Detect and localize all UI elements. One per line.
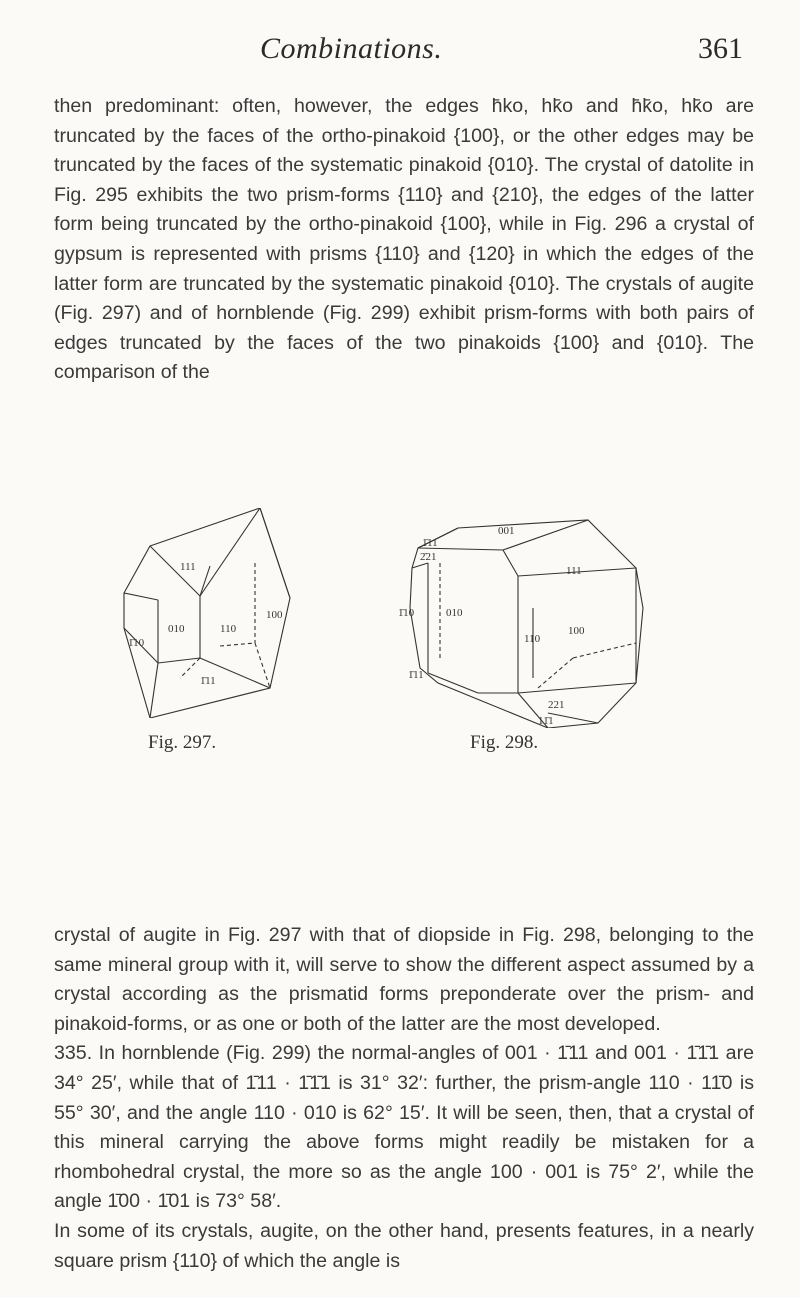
paragraph-top: then predominant: often, however, the edges h̄ko, hk̄o and h̄k̄o, hk̄o are truncated by the faces of the ortho-pinakoid {100}, or the other edges may be truncated by the faces of the systematic pinakoid {010}. The crystal of datolite in Fig. 295 exhibits the two prism-forms {110} and {210}, the edges of the latter form being truncated by the ortho-pinakoid {100}, while in Fig. 296 a crystal of gypsum is represented with prisms {110} and {120} in which the edges of the latter form are truncated by the systematic pinakoid {010}. The crystals of augite (Fig. 297) and of hornblende (Fig. 299) exhibit prism-forms with both pairs of edges truncated by the faces of the two pinakoids {100} and {010}. The comparison of the bbox=[54, 95, 754, 384]
fig298-label-010: 010 bbox=[446, 607, 463, 619]
fig298-label-110: 110 bbox=[524, 633, 541, 645]
fig298-label-100: 100 bbox=[568, 625, 585, 637]
fig297-label-110: 110 bbox=[220, 623, 237, 635]
fig297-label-111: 111 bbox=[180, 561, 196, 573]
page-header bbox=[0, 18, 800, 68]
figure-297 bbox=[120, 508, 310, 753]
fig298-label-11-1: 11̄1 bbox=[538, 715, 554, 727]
page-number: 361 bbox=[698, 32, 743, 65]
fig297-label-1-11: 1̄11 bbox=[200, 675, 216, 687]
paragraph-bottom: crystal of augite in Fig. 297 with that of diopside in Fig. 298, belonging to the same mineral group with it, will serve to show the different aspect assumed by a crystal according as the prismatid forms preponderate over the prism- and pinakoid-forms, or as one or both of the latter are the most developed. 335. In hornblende (Fig. 299) the normal-angles of 001 · 1̄11 and 001 · 1̄1̄1 are 34° 25′, while that of 1̄11 · 1̄1̄1 is 31° 32′: further, the prism-angle 110 · 11̄0 is 55° 30′, and the angle 110 · 010 is 62° 15′. It will be seen, then, that a crystal of this mineral carrying the above forms might readily be mistaken for a rhombohedral crystal, the more so as the angle 100 · 001 is 75° 2′, while the angle 1̄00 · 1̄01 is 73° 58′. In some of its crystals, augite, on the other hand, presents features, in a nearly square prism {110} of which the angle is bbox=[54, 924, 754, 1272]
figure-297-drawing bbox=[120, 508, 310, 718]
fig298-label-1-11-bottom: 1̄11 bbox=[408, 669, 424, 681]
fig297-label-100: 100 bbox=[266, 609, 283, 621]
fig298-label-111: 111 bbox=[566, 565, 582, 577]
fig298-label-1-10: 1̄10 bbox=[398, 607, 415, 619]
fig298-label-1-11-top: 1̄11 bbox=[422, 537, 438, 549]
fig298-label-001: 001 bbox=[498, 525, 515, 537]
figure-row bbox=[0, 500, 800, 800]
running-head: Combinations. bbox=[260, 32, 443, 65]
fig297-label-1-10: 1̄10 bbox=[128, 637, 145, 649]
figure-298-drawing bbox=[398, 508, 648, 728]
fig298-caption: Fig. 298. bbox=[470, 732, 539, 753]
fig298-label-2-21: 2̄21 bbox=[420, 551, 437, 563]
fig298-label-221: 221 bbox=[548, 699, 565, 711]
figure-298 bbox=[398, 508, 648, 753]
fig297-caption: Fig. 297. bbox=[148, 732, 217, 753]
fig297-label-010: 010 bbox=[168, 623, 185, 635]
